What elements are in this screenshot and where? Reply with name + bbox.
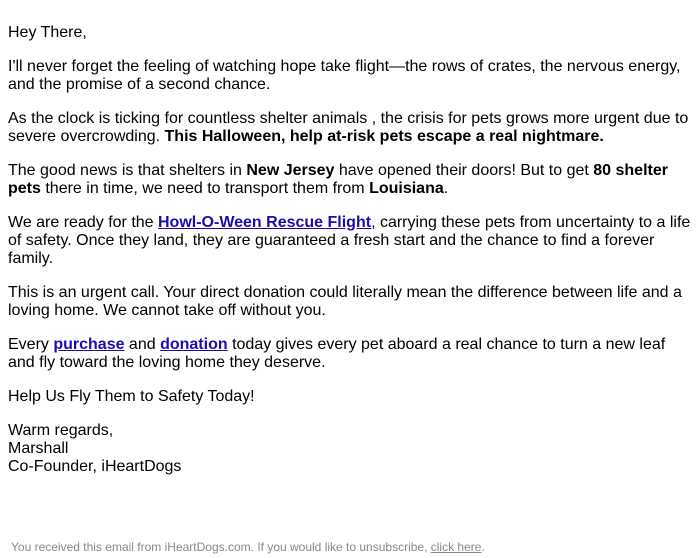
signoff-name: Marshall	[8, 440, 69, 457]
purchase-text-3: today gives every pet aboard a real chance to turn a new leaf and fly toward the loving home they deserve.	[8, 336, 666, 371]
rescue-flight-text-2: , carrying these pets from uncertainty to a life of safety. Once they land, they are guaranteed a fresh start and the chance to find a forever family.	[8, 214, 691, 267]
origin-state: Louisiana	[369, 180, 444, 197]
paragraph-intro: I'll never forget the feeling of watching hope take flight—the rows of crates, the nervous energy, and the promise of a second chance.	[8, 58, 681, 93]
good-news-text-1: The good news is that shelters in	[8, 162, 247, 179]
good-news-text-4: .	[443, 180, 449, 197]
good-news-text-3: there in time, we need to transport them from	[40, 180, 370, 197]
paragraph-rescue-flight	[8, 214, 692, 268]
halloween-callout: This Halloween, help at-risk pets escape a real nightmare.	[164, 128, 604, 145]
good-news-text-2: have opened their doors! But to get	[334, 162, 594, 179]
paragraph-purchase-donation	[8, 336, 692, 372]
purchase-text-2: and	[124, 336, 161, 353]
signoff-closing: Warm regards,	[8, 422, 114, 439]
rescue-flight-link[interactable]: Howl-O-Ween Rescue Flight	[158, 214, 372, 231]
paragraph-urgent-call: This is an urgent call. Your direct donation could literally mean the difference between life and a loving home. We cannot take off without you.	[8, 284, 682, 319]
signoff	[8, 422, 692, 476]
paragraph-cta: Help Us Fly Them to Safety Today!	[8, 388, 255, 405]
crisis-text: As the clock is ticking for countless shelter animals , the crisis for pets grows more urgent due to severe overcrowding.	[8, 110, 689, 145]
footer-end: .	[481, 540, 485, 554]
rescue-flight-text-1: We are ready for the	[8, 214, 158, 231]
purchase-text-1: Every	[8, 336, 54, 353]
paragraph-crisis	[8, 110, 692, 146]
donation-link[interactable]: donation	[160, 336, 228, 353]
purchase-link[interactable]: purchase	[53, 336, 125, 353]
pet-count: 80 shelter pets	[8, 162, 668, 197]
unsubscribe-link[interactable]: click here	[430, 540, 482, 554]
paragraph-good-news	[8, 162, 692, 198]
destination-state: New Jersey	[246, 162, 335, 179]
email-body	[8, 24, 692, 476]
signoff-title: Co-Founder, iHeartDogs	[8, 458, 182, 475]
email-footer	[11, 540, 485, 554]
footer-text: You received this email from iHeartDogs.com. If you would like to unsubscribe,	[11, 540, 431, 554]
greeting: Hey There,	[8, 24, 87, 41]
